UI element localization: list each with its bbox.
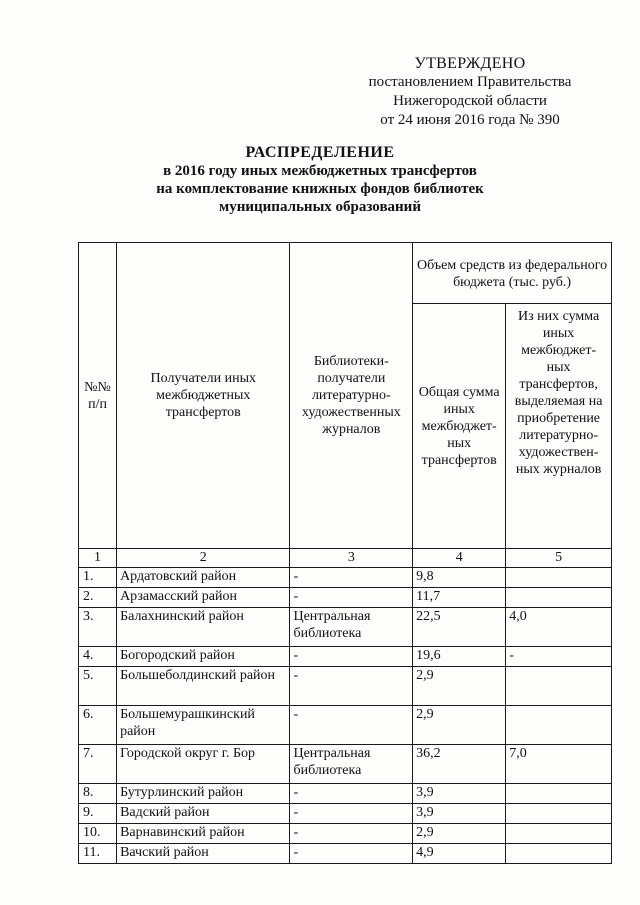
row-recipient: Богородский район [117, 647, 290, 667]
approval-block [355, 54, 585, 130]
row-number: 4. [79, 647, 117, 667]
row-total: 2,9 [413, 667, 506, 706]
row-library: - [290, 706, 413, 745]
row-library: - [290, 647, 413, 667]
approval-title: УТВЕРЖДЕНО [414, 55, 526, 72]
row-journals [506, 824, 612, 844]
row-journals [506, 706, 612, 745]
row-recipient: Ардатовский район [117, 568, 290, 588]
row-library: - [290, 824, 413, 844]
row-number: 10. [79, 824, 117, 844]
document-heading [0, 144, 640, 216]
approval-line-3: Нижегородской области [393, 93, 547, 109]
table-row [79, 667, 612, 706]
row-total: 11,7 [413, 588, 506, 608]
row-library: - [290, 844, 413, 864]
row-journals [506, 784, 612, 804]
heading-line-2: в 2016 году иных межбюджетных трансфертов [163, 163, 477, 179]
table-row [79, 568, 612, 588]
row-library: Центральная библиотека [290, 745, 413, 784]
row-total: 36,2 [413, 745, 506, 784]
row-recipient: Большеболдинский район [117, 667, 290, 706]
row-total: 22,5 [413, 608, 506, 647]
heading-line-3: на комплектование книжных фондов библиотек [156, 181, 484, 197]
column-number: 1 [79, 549, 117, 568]
table-row [79, 745, 612, 784]
row-total: 3,9 [413, 804, 506, 824]
row-recipient: Вачский район [117, 844, 290, 864]
heading-line-4: муниципальных образований [219, 199, 421, 215]
heading-title: РАСПРЕДЕЛЕНИЕ [245, 144, 395, 161]
row-number: 8. [79, 784, 117, 804]
row-number: 3. [79, 608, 117, 647]
row-journals [506, 667, 612, 706]
row-total: 9,8 [413, 568, 506, 588]
row-number: 9. [79, 804, 117, 824]
row-recipient: Балахнинский район [117, 608, 290, 647]
header-libraries: Библиотеки-получатели литературно-художественных журналов [290, 243, 413, 549]
row-journals [506, 588, 612, 608]
row-recipient: Большемурашкинский район [117, 706, 290, 745]
row-journals: 4,0 [506, 608, 612, 647]
row-total: 3,9 [413, 784, 506, 804]
row-journals [506, 844, 612, 864]
row-journals: - [506, 647, 612, 667]
row-library: - [290, 784, 413, 804]
table-row [79, 784, 612, 804]
table-row [79, 844, 612, 864]
row-library: Центральная библиотека [290, 608, 413, 647]
row-number: 5. [79, 667, 117, 706]
row-total: 2,9 [413, 706, 506, 745]
approval-line-4: от 24 июня 2016 года № 390 [380, 112, 560, 128]
column-number: 3 [290, 549, 413, 568]
table-row [79, 804, 612, 824]
row-number: 1. [79, 568, 117, 588]
row-total: 19,6 [413, 647, 506, 667]
row-recipient: Городской округ г. Бор [117, 745, 290, 784]
approval-line-2: постановлением Правительства [368, 74, 572, 90]
row-journals [506, 568, 612, 588]
header-number: №№ п/п [79, 243, 117, 549]
row-recipient: Бутурлинский район [117, 784, 290, 804]
header-total-sum: Общая сумма иных межбюджет-ных трансфертов [413, 304, 506, 549]
column-numbers-row [79, 549, 612, 568]
row-recipient: Вадский район [117, 804, 290, 824]
table-row [79, 824, 612, 844]
row-recipient: Арзамасский район [117, 588, 290, 608]
row-library: - [290, 667, 413, 706]
header-recipients: Получатели иных межбюджетных трансфертов [117, 243, 290, 549]
table-row [79, 588, 612, 608]
column-number: 4 [413, 549, 506, 568]
table-row [79, 706, 612, 745]
row-recipient: Варнавинский район [117, 824, 290, 844]
row-number: 7. [79, 745, 117, 784]
row-number: 6. [79, 706, 117, 745]
column-number: 5 [506, 549, 612, 568]
row-library: - [290, 568, 413, 588]
row-number: 11. [79, 844, 117, 864]
row-number: 2. [79, 588, 117, 608]
row-library: - [290, 804, 413, 824]
row-journals: 7,0 [506, 745, 612, 784]
column-number: 2 [117, 549, 290, 568]
header-journals-sum: Из них сумма иных межбюджет-ных трансфертов, выделяемая на приобретение литературно-художествен-ных журналов [506, 304, 612, 549]
row-total: 4,9 [413, 844, 506, 864]
row-library: - [290, 588, 413, 608]
distribution-table [78, 242, 612, 864]
header-federal-budget: Объем средств из федерального бюджета (тыс. руб.) [413, 243, 612, 304]
row-journals [506, 804, 612, 824]
table-row [79, 608, 612, 647]
table-row [79, 647, 612, 667]
row-total: 2,9 [413, 824, 506, 844]
